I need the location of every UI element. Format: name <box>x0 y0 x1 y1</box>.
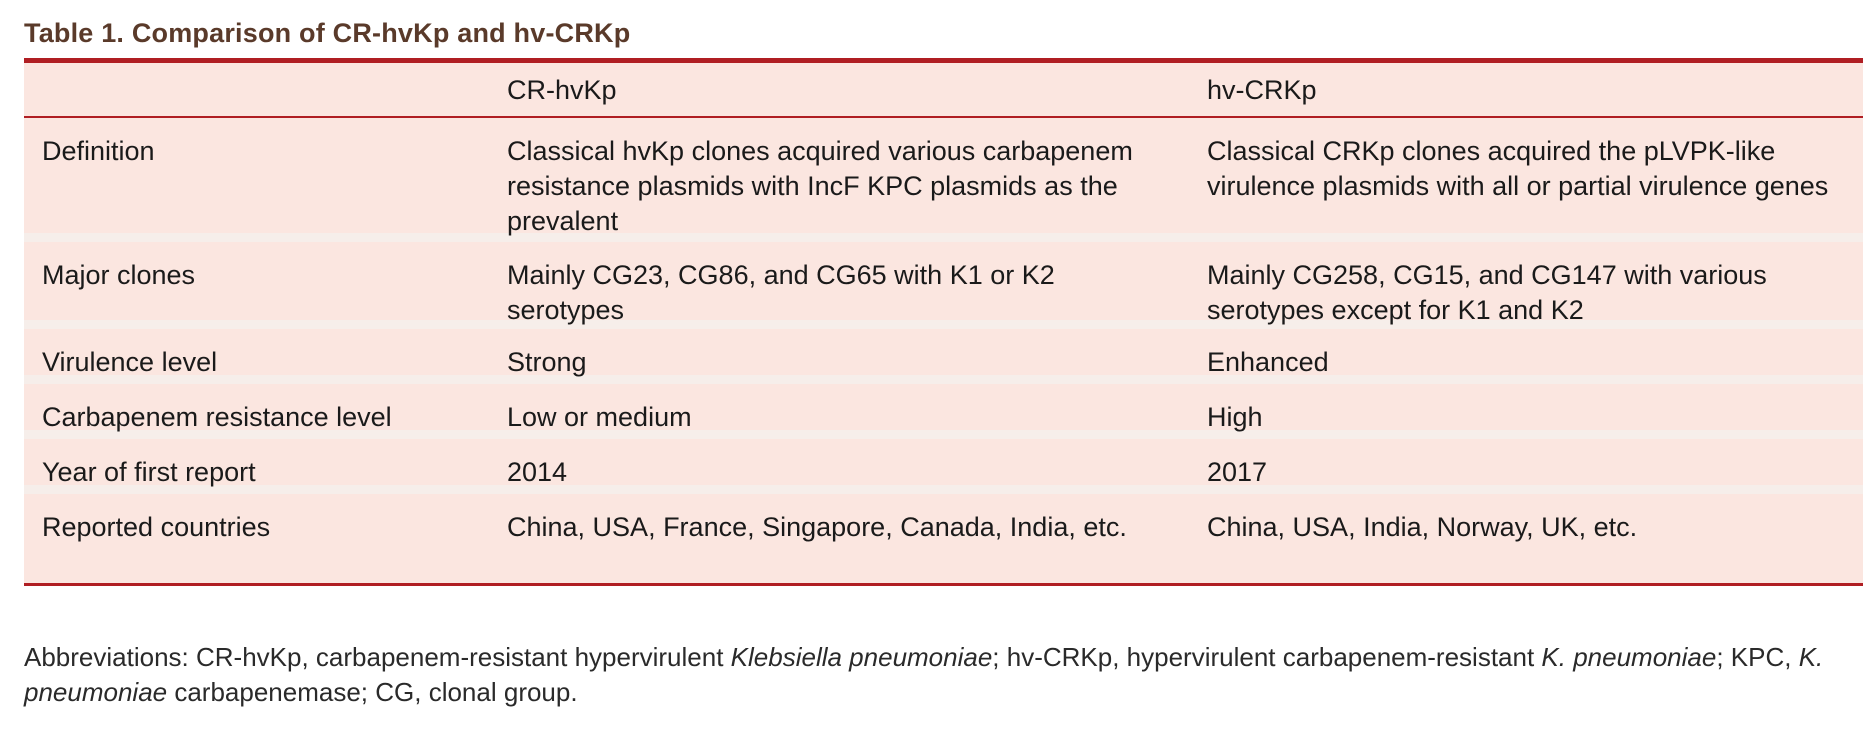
footnote-text: ; hv-CRKp, hypervirulent carbapenem-resistant <box>992 642 1542 672</box>
row-label: Definition <box>42 136 155 166</box>
table-row <box>24 439 1863 485</box>
footnote-text: ; KPC, <box>1716 642 1799 672</box>
comparison-table <box>24 58 1863 586</box>
table-row <box>24 494 1863 583</box>
table-footnote <box>24 640 1854 710</box>
table-row <box>24 118 1863 236</box>
table-row <box>24 329 1863 375</box>
cell-cr-hvkp: Classical hvKp clones acquired various carbapenem resistance plasmids with IncF KPC plasmids as the prevalent <box>507 136 1133 236</box>
footnote-text: Abbreviations: CR-hvKp, carbapenem-resistant hypervirulent <box>24 642 731 672</box>
row-label: Carbapenem resistance level <box>42 402 392 432</box>
cell-cr-hvkp: Low or medium <box>507 402 692 432</box>
cell-hv-crkp: 2017 <box>1207 457 1268 487</box>
footnote-italic: K. pneumoniae <box>24 642 1824 707</box>
cell-hv-crkp: China, USA, India, Norway, UK, etc. <box>1207 512 1638 542</box>
table-row <box>24 242 1863 325</box>
row-label: Major clones <box>42 260 196 290</box>
cell-cr-hvkp: China, USA, France, Singapore, Canada, India, etc. <box>507 512 1127 542</box>
cell-hv-crkp: High <box>1207 402 1263 432</box>
table-title: Table 1. Comparison of CR-hvKp and hv-CRKp <box>24 18 631 48</box>
footnote-italic: Klebsiella pneumoniae <box>730 642 993 672</box>
table-header-row <box>24 63 1863 116</box>
cell-cr-hvkp: 2014 <box>507 457 568 487</box>
cell-cr-hvkp: Strong <box>507 347 587 377</box>
header-cell-cr-hvkp: CR-hvKp <box>507 75 617 105</box>
footnote-text: carbapenemase; CG, clonal group. <box>167 677 578 707</box>
cell-hv-crkp: Enhanced <box>1207 347 1329 377</box>
cell-cr-hvkp: Mainly CG23, CG86, and CG65 with K1 or K2 serotypes <box>507 260 1055 325</box>
table-bottom-rule <box>24 583 1863 586</box>
table-row <box>24 384 1863 430</box>
cell-hv-crkp: Mainly CG258, CG15, and CG147 with various serotypes except for K1 and K2 <box>1207 260 1767 325</box>
footnote-italic: K. pneumoniae <box>1541 642 1717 672</box>
cell-hv-crkp: Classical CRKp clones acquired the pLVPK-like virulence plasmids with all or partial virulence genes <box>1207 136 1829 201</box>
header-cell-hv-crkp: hv-CRKp <box>1207 75 1317 105</box>
row-label: Reported countries <box>42 512 271 542</box>
row-label: Virulence level <box>42 347 218 377</box>
row-label: Year of first report <box>42 457 256 487</box>
